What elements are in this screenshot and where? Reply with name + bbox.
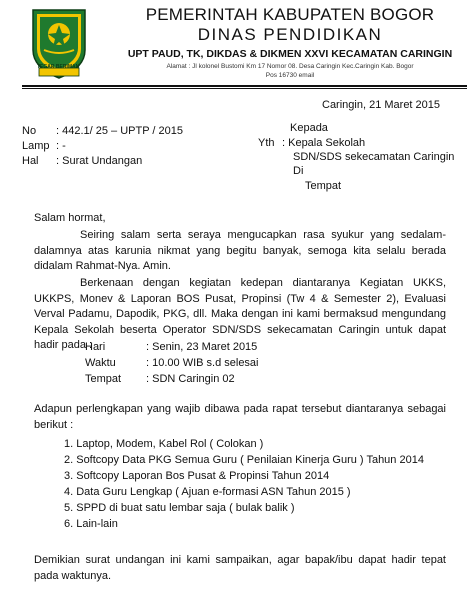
letterhead-address-1: Alamat : Jl kolonel Bustomi Km 17 Nomor 08. Desa Caringin Kec.Caringin Kab. Bogor <box>166 63 414 70</box>
bogor-regency-emblem-icon <box>27 6 91 82</box>
letterhead-address-2: Pos 16730 email <box>265 72 315 79</box>
list-item: 3. Softcopy Laporan Bos Pusat & Propinsi Tahun 2014 <box>64 470 330 482</box>
meta-hal-value: : Surat Undangan <box>56 155 143 167</box>
logo-motto: TEGAR BERIMAN <box>37 64 80 70</box>
greeting: Salam hormat, <box>34 212 106 224</box>
letterhead-line-3: UPT PAUD, TK, DIKDAS & DIKMEN XXVI KECAMATAN CARINGIN <box>127 48 453 60</box>
closing-paragraph: Demikian surat undangan ini kami sampaikan, agar bapak/ibu dapat hadir tepat pada waktunya. <box>34 554 446 582</box>
schedule-place-label: Tempat <box>85 373 122 385</box>
schedule-day-label: Hari <box>85 341 106 353</box>
schedule-time-value: : 10.00 WIB s.d selesai <box>146 357 259 369</box>
recipient-line-1: : Kepala Sekolah <box>282 137 366 149</box>
recipient-yth: Yth <box>258 137 275 149</box>
letter-date: Caringin, 21 Maret 2015 <box>322 99 441 111</box>
schedule-time-label: Waktu <box>85 357 116 369</box>
schedule-day-value: : Senin, 23 Maret 2015 <box>146 341 258 353</box>
paragraph-1: Seiring salam serta seraya mengucapkan rasa syukur yang sedalam-dalamnya atas karunia nikmat yang begitu banyak, semoga kita selalu berada didalam Rahmat-Nya. Amin. <box>34 229 446 272</box>
meta-no-label: No <box>22 125 37 137</box>
letterhead-line-1: PEMERINTAH KABUPATEN BOGOR <box>145 5 435 24</box>
meta-hal-label: Hal <box>22 155 39 167</box>
meta-lamp-value: : - <box>56 140 66 152</box>
recipient-line-3: Di <box>293 165 304 177</box>
recipient-line-2: SDN/SDS sekecamatan Caringin <box>293 151 455 163</box>
list-item: 5. SPPD di buat satu lembar saja ( bulak balik ) <box>64 502 295 514</box>
letterhead-rule-thick <box>22 85 467 87</box>
meta-lamp-label: Lamp <box>22 140 50 152</box>
list-item: 4. Data Guru Lengkap ( Ajuan e-formasi ASN Tahun 2015 ) <box>64 486 351 498</box>
list-item: 6. Lain-lain <box>64 518 118 530</box>
list-item: 2. Softcopy Data PKG Semua Guru ( Penilaian Kinerja Guru ) Tahun 2014 <box>64 454 424 466</box>
meta-no-value: : 442.1/ 25 – UPTP / 2015 <box>56 125 183 137</box>
recipient-kepada: Kepada <box>290 122 328 134</box>
schedule-place-value: : SDN Caringin 02 <box>146 373 235 385</box>
paragraph-2: Berkenaan dengan kegiatan kedepan diantaranya Kegiatan UKKS, UKKPS, Monev & Laporan BOS Pusat, Propinsi (Tw 4 & Semester 2), Evaluasi Verval Padamu, Dapodik, PKG, dll. Maka dengan ini kami bermaksud mengundang Kepala Sekolah beserta Operator SDN/SDS sekecamatan Caringin untuk dapat hadir pada : <box>34 277 446 351</box>
list-item: 1. Laptop, Modem, Kabel Rol ( Colokan ) <box>64 438 264 450</box>
recipient-line-4: Tempat <box>305 180 342 192</box>
letterhead-line-2: DINAS PENDIDIKAN <box>197 25 383 44</box>
letterhead-rule-thin <box>22 88 467 89</box>
paragraph-3: Adapun perlengkapan yang wajib dibawa pada rapat tersebut diantaranya sebagai berikut : <box>34 403 446 431</box>
